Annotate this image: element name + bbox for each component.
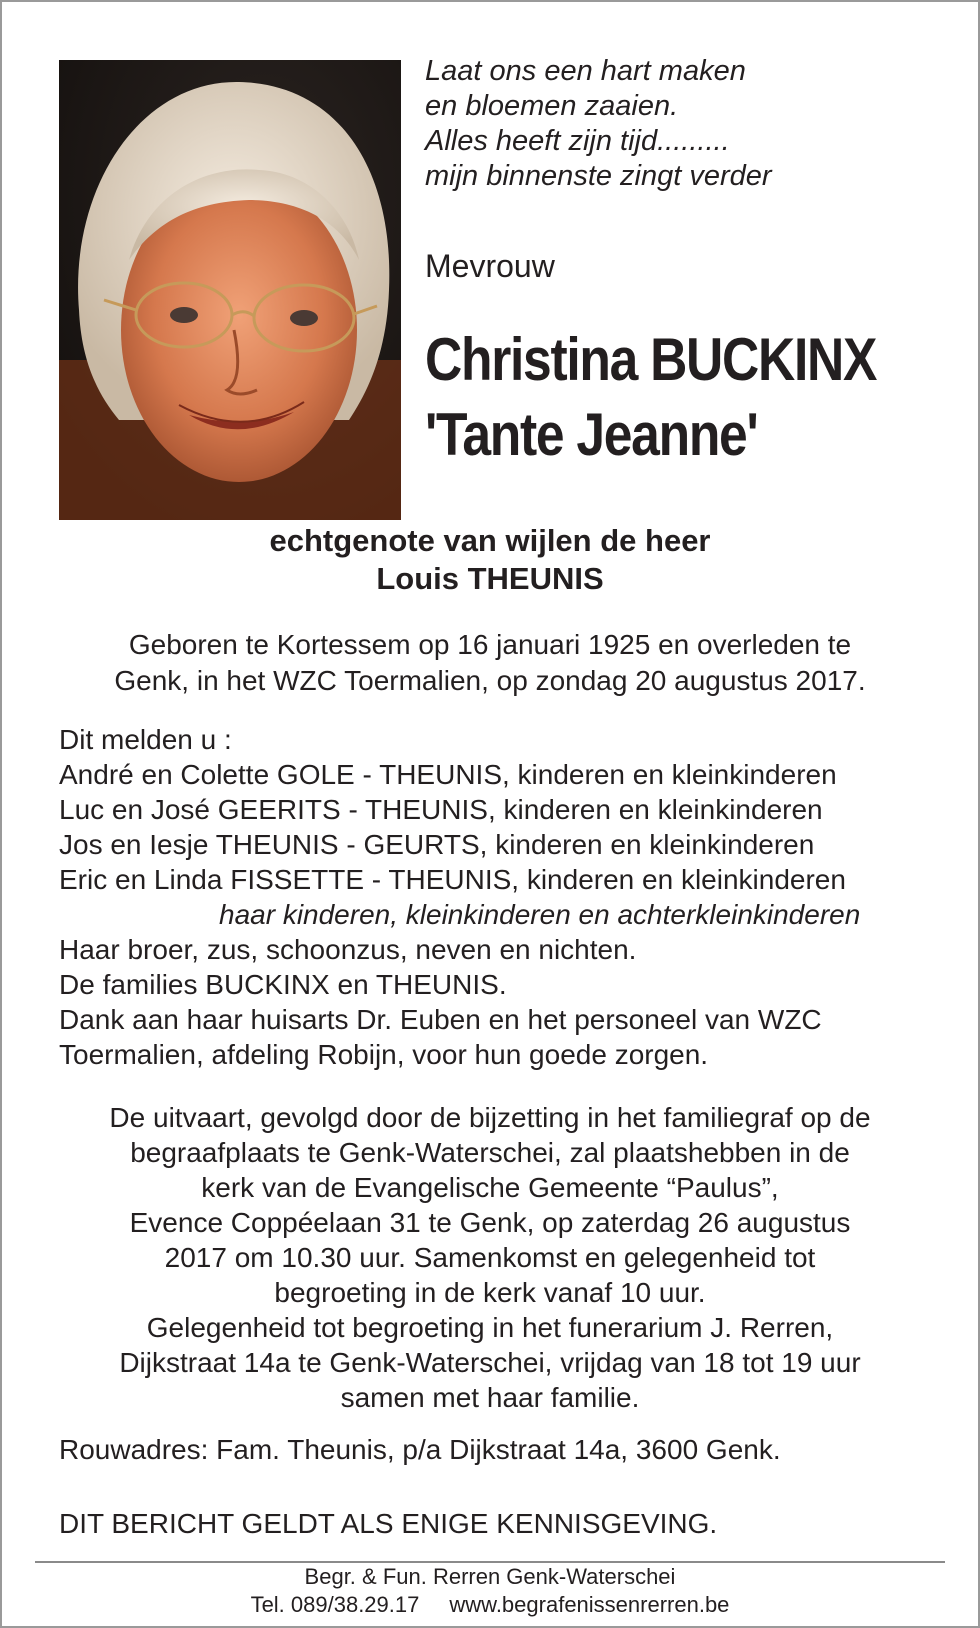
children-summary: haar kinderen, kleinkinderen en achterkleinkinderen <box>219 899 861 930</box>
deceased-full-name: Christina BUCKINX <box>425 326 877 393</box>
death-line: Genk, in het WZC Toermalien, op zondag 20 augustus 2017. <box>114 665 866 696</box>
list-item: Haar broer, zus, schoonzus, neven en nichten. <box>59 934 637 965</box>
deceased-name <box>425 322 876 472</box>
mourning-address: Rouwadres: Fam. Theunis, p/a Dijkstraat 14a, 3600 Genk. <box>59 1434 781 1465</box>
honorific: Mevrouw <box>425 248 555 284</box>
poem-line: Laat ons een hart maken <box>425 55 746 87</box>
list-item: De families BUCKINX en THEUNIS. <box>59 969 507 1000</box>
list-item: Luc en José GEERITS - THEUNIS, kinderen en kleinkinderen <box>59 794 823 825</box>
list-item: Toermalien, afdeling Robijn, voor hun goede zorgen. <box>59 1039 709 1070</box>
list-item: André en Colette GOLE - THEUNIS, kinderen en kleinkinderen <box>59 759 837 790</box>
spouse-name: Louis THEUNIS <box>376 561 604 596</box>
birth-line: Geboren te Kortessem op 16 januari 1925 en overleden te <box>128 629 852 660</box>
portrait-illustration <box>59 60 401 520</box>
poem-line: mijn binnenste zingt verder <box>425 160 772 192</box>
poem <box>425 54 945 194</box>
funeral-line: Evence Coppéelaan 31 te Genk, op zaterdag 26 augustus <box>129 1207 851 1238</box>
deceased-nickname: 'Tante Jeanne' <box>425 401 758 468</box>
list-item: Jos en Iesje THEUNIS - GEURTS, kinderen en kleinkinderen <box>59 829 815 860</box>
footer-contact <box>0 1591 980 1619</box>
footer-company: Begr. & Fun. Rerren Genk-Waterschei <box>304 1564 676 1589</box>
poem-line: Alles heeft zijn tijd......... <box>425 125 730 157</box>
funeral-line: 2017 om 10.30 uur. Samenkomst en gelegenheid tot <box>164 1242 816 1273</box>
birth-death-info <box>0 627 980 699</box>
funeral-line: kerk van de Evangelische Gemeente “Paulus”, <box>201 1172 779 1203</box>
funeral-line: begraafplaats te Genk-Waterschei, zal plaatshebben in de <box>130 1137 850 1168</box>
footer <box>0 1563 980 1619</box>
funeral-line: Gelegenheid tot begroeting in het funerarium J. Rerren, <box>146 1312 834 1343</box>
footer-website[interactable]: www.begrafenissenrerren.be <box>449 1592 730 1617</box>
funeral-line: begroeting in de kerk vanaf 10 uur. <box>274 1277 706 1308</box>
poem-line: en bloemen zaaien. <box>425 90 679 122</box>
funeral-line: samen met haar familie. <box>340 1382 640 1413</box>
funeral-line: Dijkstraat 14a te Genk-Waterschei, vrijdag van 18 tot 19 uur <box>119 1347 861 1378</box>
funeral-line: De uitvaart, gevolgd door de bijzetting in het familiegraf op de <box>109 1102 871 1133</box>
portrait-photo <box>59 60 401 520</box>
funeral-details <box>0 1100 980 1415</box>
spouse-line: echtgenote van wijlen de heer <box>269 523 711 558</box>
footer-phone: Tel. 089/38.29.17 <box>250 1592 420 1617</box>
announcement-list <box>59 722 939 1072</box>
announce-intro: Dit melden u : <box>59 724 232 755</box>
list-item: Dank aan haar huisarts Dr. Euben en het personeel van WZC <box>59 1004 822 1035</box>
notice-text: DIT BERICHT GELDT ALS ENIGE KENNISGEVING. <box>59 1508 718 1539</box>
list-item: Eric en Linda FISSETTE - THEUNIS, kinderen en kleinkinderen <box>59 864 846 895</box>
spouse-info <box>0 522 980 598</box>
